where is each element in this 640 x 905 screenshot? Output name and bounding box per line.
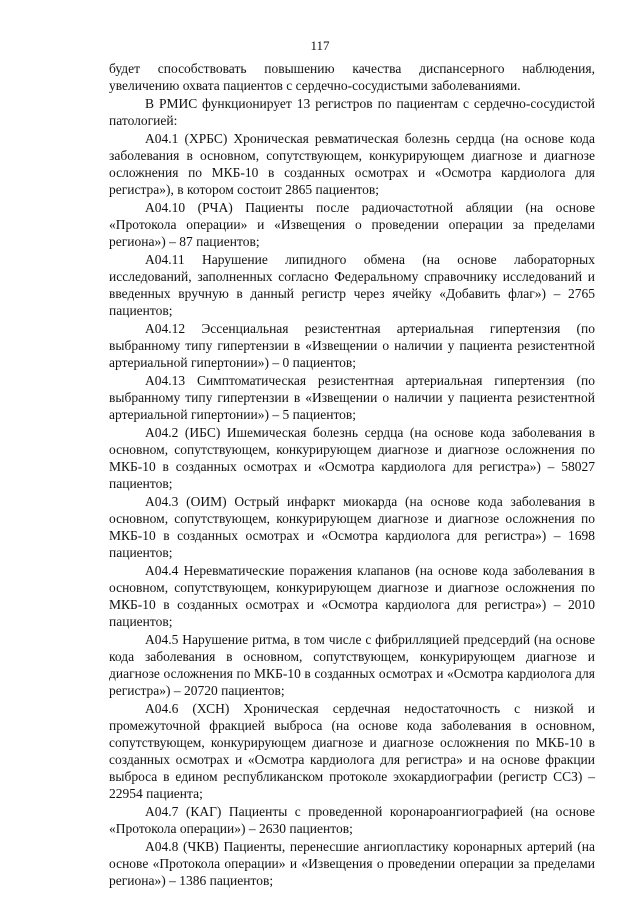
- register-item-a04-6: А04.6 (ХСН) Хроническая сердечная недостаточность с низкой и промежуточной фракцией выброса (на основе кода заболевания в основном, сопутствующем, конкурирующем диагнозе и диагнозе осложнения по МКБ-10 в созданных осмотрах и «Осмотра кардиолога для регистра» и на основе фракции выброса в едином республиканском протоколе эхокардиографии (регистр ССЗ) – 22954 пациента;: [109, 701, 595, 801]
- register-item-a04-10: А04.10 (РЧА) Пациенты после радиочастотной абляции (на основе «Протокола операции» и «Извещения о проведении операции за пределами региона») – 87 пациентов;: [109, 200, 595, 249]
- paragraph-registers-intro: В РМИС функционирует 13 регистров по пациентам с сердечно-сосудистой патологией:: [109, 96, 595, 128]
- register-item-a04-2: А04.2 (ИБС) Ишемическая болезнь сердца (на основе кода заболевания в основном, сопутствующем, конкурирующем диагнозе и диагнозе осложнения по МКБ-10 в созданных осмотрах и «Осмотра кардиолога для регистра») – 58027 пациентов;: [109, 425, 595, 491]
- register-item-a04-5: А04.5 Нарушение ритма, в том числе с фибрилляцией предсердий (на основе кода заболевания в основном, сопутствующем, конкурирующем диагнозе и диагнозе осложнения по МКБ-10 в созданных осмотрах и «Осмотра кардиолога для регистра») – 20720 пациентов;: [109, 632, 595, 698]
- register-item-a04-13: А04.13 Симптоматическая резистентная артериальная гипертензия (по выбранному типу гипертензии в «Извещении о наличии у пациента резистентной артериальной гипертонии») – 5 пациентов;: [109, 373, 595, 422]
- register-item-a04-3: А04.3 (ОИМ) Острый инфаркт миокарда (на основе кода заболевания в основном, сопутствующем, конкурирующем диагнозе и диагнозе осложнения по МКБ-10 в созданных осмотрах и «Осмотра кардиолога для регистра») – 1698 пациентов;: [109, 494, 595, 560]
- register-item-a04-12: А04.12 Эссенциальная резистентная артериальная гипертензия (по выбранному типу гипертензии в «Извещении о наличии у пациента резистентной артериальной гипертонии») – 0 пациентов;: [109, 321, 595, 370]
- document-body: [109, 60, 595, 890]
- page-number: 117: [310, 38, 330, 53]
- register-item-a04-8: А04.8 (ЧКВ) Пациенты, перенесшие ангиопластику коронарных артерий (на основе «Протокола операции» и «Извещения о проведении операции за пределами региона») – 1386 пациентов;: [109, 839, 595, 888]
- register-item-a04-7: А04.7 (КАГ) Пациенты с проведенной коронароангиографией (на основе «Протокола операции») – 2630 пациентов;: [109, 804, 595, 836]
- register-item-a04-1: А04.1 (ХРБС) Хроническая ревматическая болезнь сердца (на основе кода заболевания в основном, сопутствующем, конкурирующем диагнозе и диагнозе осложнения по МКБ-10 в созданных осмотрах и «Осмотра кардиолога для регистра»), в котором состоит 2865 пациентов;: [109, 131, 595, 197]
- paragraph-intro-continuation: будет способствовать повышению качества диспансерного наблюдения, увеличению охвата пациентов с сердечно-сосудистыми заболеваниями.: [109, 61, 595, 93]
- register-item-a04-11: А04.11 Нарушение липидного обмена (на основе лабораторных исследований, заполненных согласно Федеральному справочнику исследований и введенных вручную в данный регистр через ячейку «Добавить флаг») – 2765 пациентов;: [109, 252, 595, 318]
- register-item-a04-4: А04.4 Неревматические поражения клапанов (на основе кода заболевания в основном, сопутствующем, конкурирующем диагнозе и диагнозе осложнения по МКБ-10 в созданных осмотрах и «Осмотра кардиолога для регистра») – 2010 пациентов;: [109, 563, 595, 629]
